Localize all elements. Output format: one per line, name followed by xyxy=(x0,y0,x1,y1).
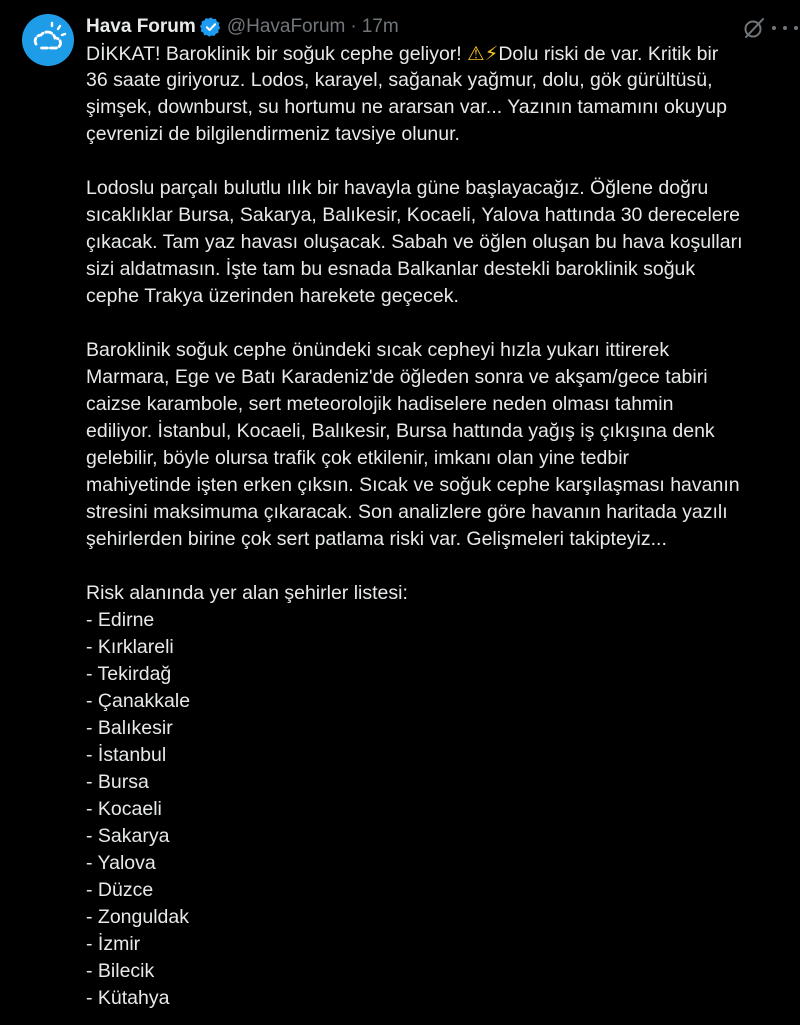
text-segment: DİKKAT! Baroklinik bir soğuk cephe geliyor! xyxy=(86,43,468,65)
handle[interactable]: @HavaForum xyxy=(226,16,346,37)
warning-emoji: ⚠ xyxy=(467,42,485,65)
text-line: şehirlerden birine çok sert patlama riski var. Gelişmeleri takipteyiz... xyxy=(86,528,667,550)
text-line: şimşek, downburst, su hortumu ne ararsan var... Yazının tamamını okuyup xyxy=(86,96,727,118)
list-item: - İstanbul xyxy=(86,744,167,766)
list-item: - Balıkesir xyxy=(86,717,173,739)
list-item: - Çanakkale xyxy=(86,690,191,712)
list-item: - Düzce xyxy=(86,879,154,901)
list-item: - Kırklareli xyxy=(86,636,174,658)
list-item: - Kütahya xyxy=(86,987,170,1009)
text-line xyxy=(86,40,786,67)
list-item: - Bursa xyxy=(86,771,149,793)
city-list xyxy=(86,607,786,1012)
separator: · xyxy=(350,16,357,37)
display-name[interactable]: Hava Forum xyxy=(86,16,196,37)
cloud-sun-logo-icon xyxy=(28,20,68,60)
text-segment: Dolu riski de var. Kritik bir xyxy=(498,43,719,65)
text-line: stresini maksimuma çıkaracak. Son analizlere göre havanın haritada yazılı xyxy=(86,501,728,523)
text-line: caizse karambole, sert meteorolojik hadiselere neden olması tahmin xyxy=(86,393,674,415)
list-item: - Bilecik xyxy=(86,960,155,982)
text-line: cephe Trakya üzerinden harekete geçecek. xyxy=(86,285,459,307)
text-line: sizi aldatmasın. İşte tam bu esnada Balkanlar destekli baroklinik soğuk xyxy=(86,258,696,280)
list-title: Risk alanında yer alan şehirler listesi: xyxy=(86,582,408,604)
text-line: Marmara, Ege ve Batı Karadeniz'de öğleden sonra ve akşam/gece tabiri xyxy=(86,366,708,388)
more-options-icon[interactable] xyxy=(772,16,798,40)
tweet-header xyxy=(86,14,399,40)
lightning-emoji: ⚡ xyxy=(484,42,499,65)
list-item: - İzmir xyxy=(86,933,141,955)
text-line: mahiyetinde işten erken çıksın. Sıcak ve soğuk cephe karşılaşması havanın xyxy=(86,474,740,496)
text-line: sıcaklıklar Bursa, Sakarya, Balıkesir, Kocaeli, Yalova hattında 30 derecelere xyxy=(86,204,740,226)
list-item: - Yalova xyxy=(86,852,156,874)
list-item: - Tekirdağ xyxy=(86,663,172,685)
text-line: Lodoslu parçalı bulutlu ılık bir havayla güne başlayacağız. Öğlene doğru xyxy=(86,177,709,199)
verified-badge-icon xyxy=(200,16,222,38)
text-line: 36 saate giriyoruz. Lodos, karayel, sağanak yağmur, dolu, gök gürültüsü, xyxy=(86,69,713,91)
timestamp[interactable]: 17m xyxy=(361,16,399,37)
tweet-text xyxy=(86,40,786,1012)
grok-icon[interactable] xyxy=(742,16,766,40)
text-line: Baroklinik soğuk cephe önündeki sıcak cepheyi hızla yukarı ittirerek xyxy=(86,339,670,361)
list-item: - Kocaeli xyxy=(86,798,162,820)
avatar[interactable] xyxy=(22,14,74,66)
text-line: gelebilir, böyle olursa trafik çok etkilenir, imkanı olan yine tedbir xyxy=(86,447,630,469)
list-item: - Sakarya xyxy=(86,825,170,847)
list-item: - Zonguldak xyxy=(86,906,189,928)
text-line: çevrenizi de bilgilendirmeniz tavsiye olunur. xyxy=(86,123,460,145)
text-line: çıkacak. Tam yaz havası oluşacak. Sabah ve öğlen oluşan bu hava koşulları xyxy=(86,231,743,253)
text-line: ediliyor. İstanbul, Kocaeli, Balıkesir, Bursa hattında yağış iş çıkışına denk xyxy=(86,420,715,442)
list-item: - Edirne xyxy=(86,609,155,631)
